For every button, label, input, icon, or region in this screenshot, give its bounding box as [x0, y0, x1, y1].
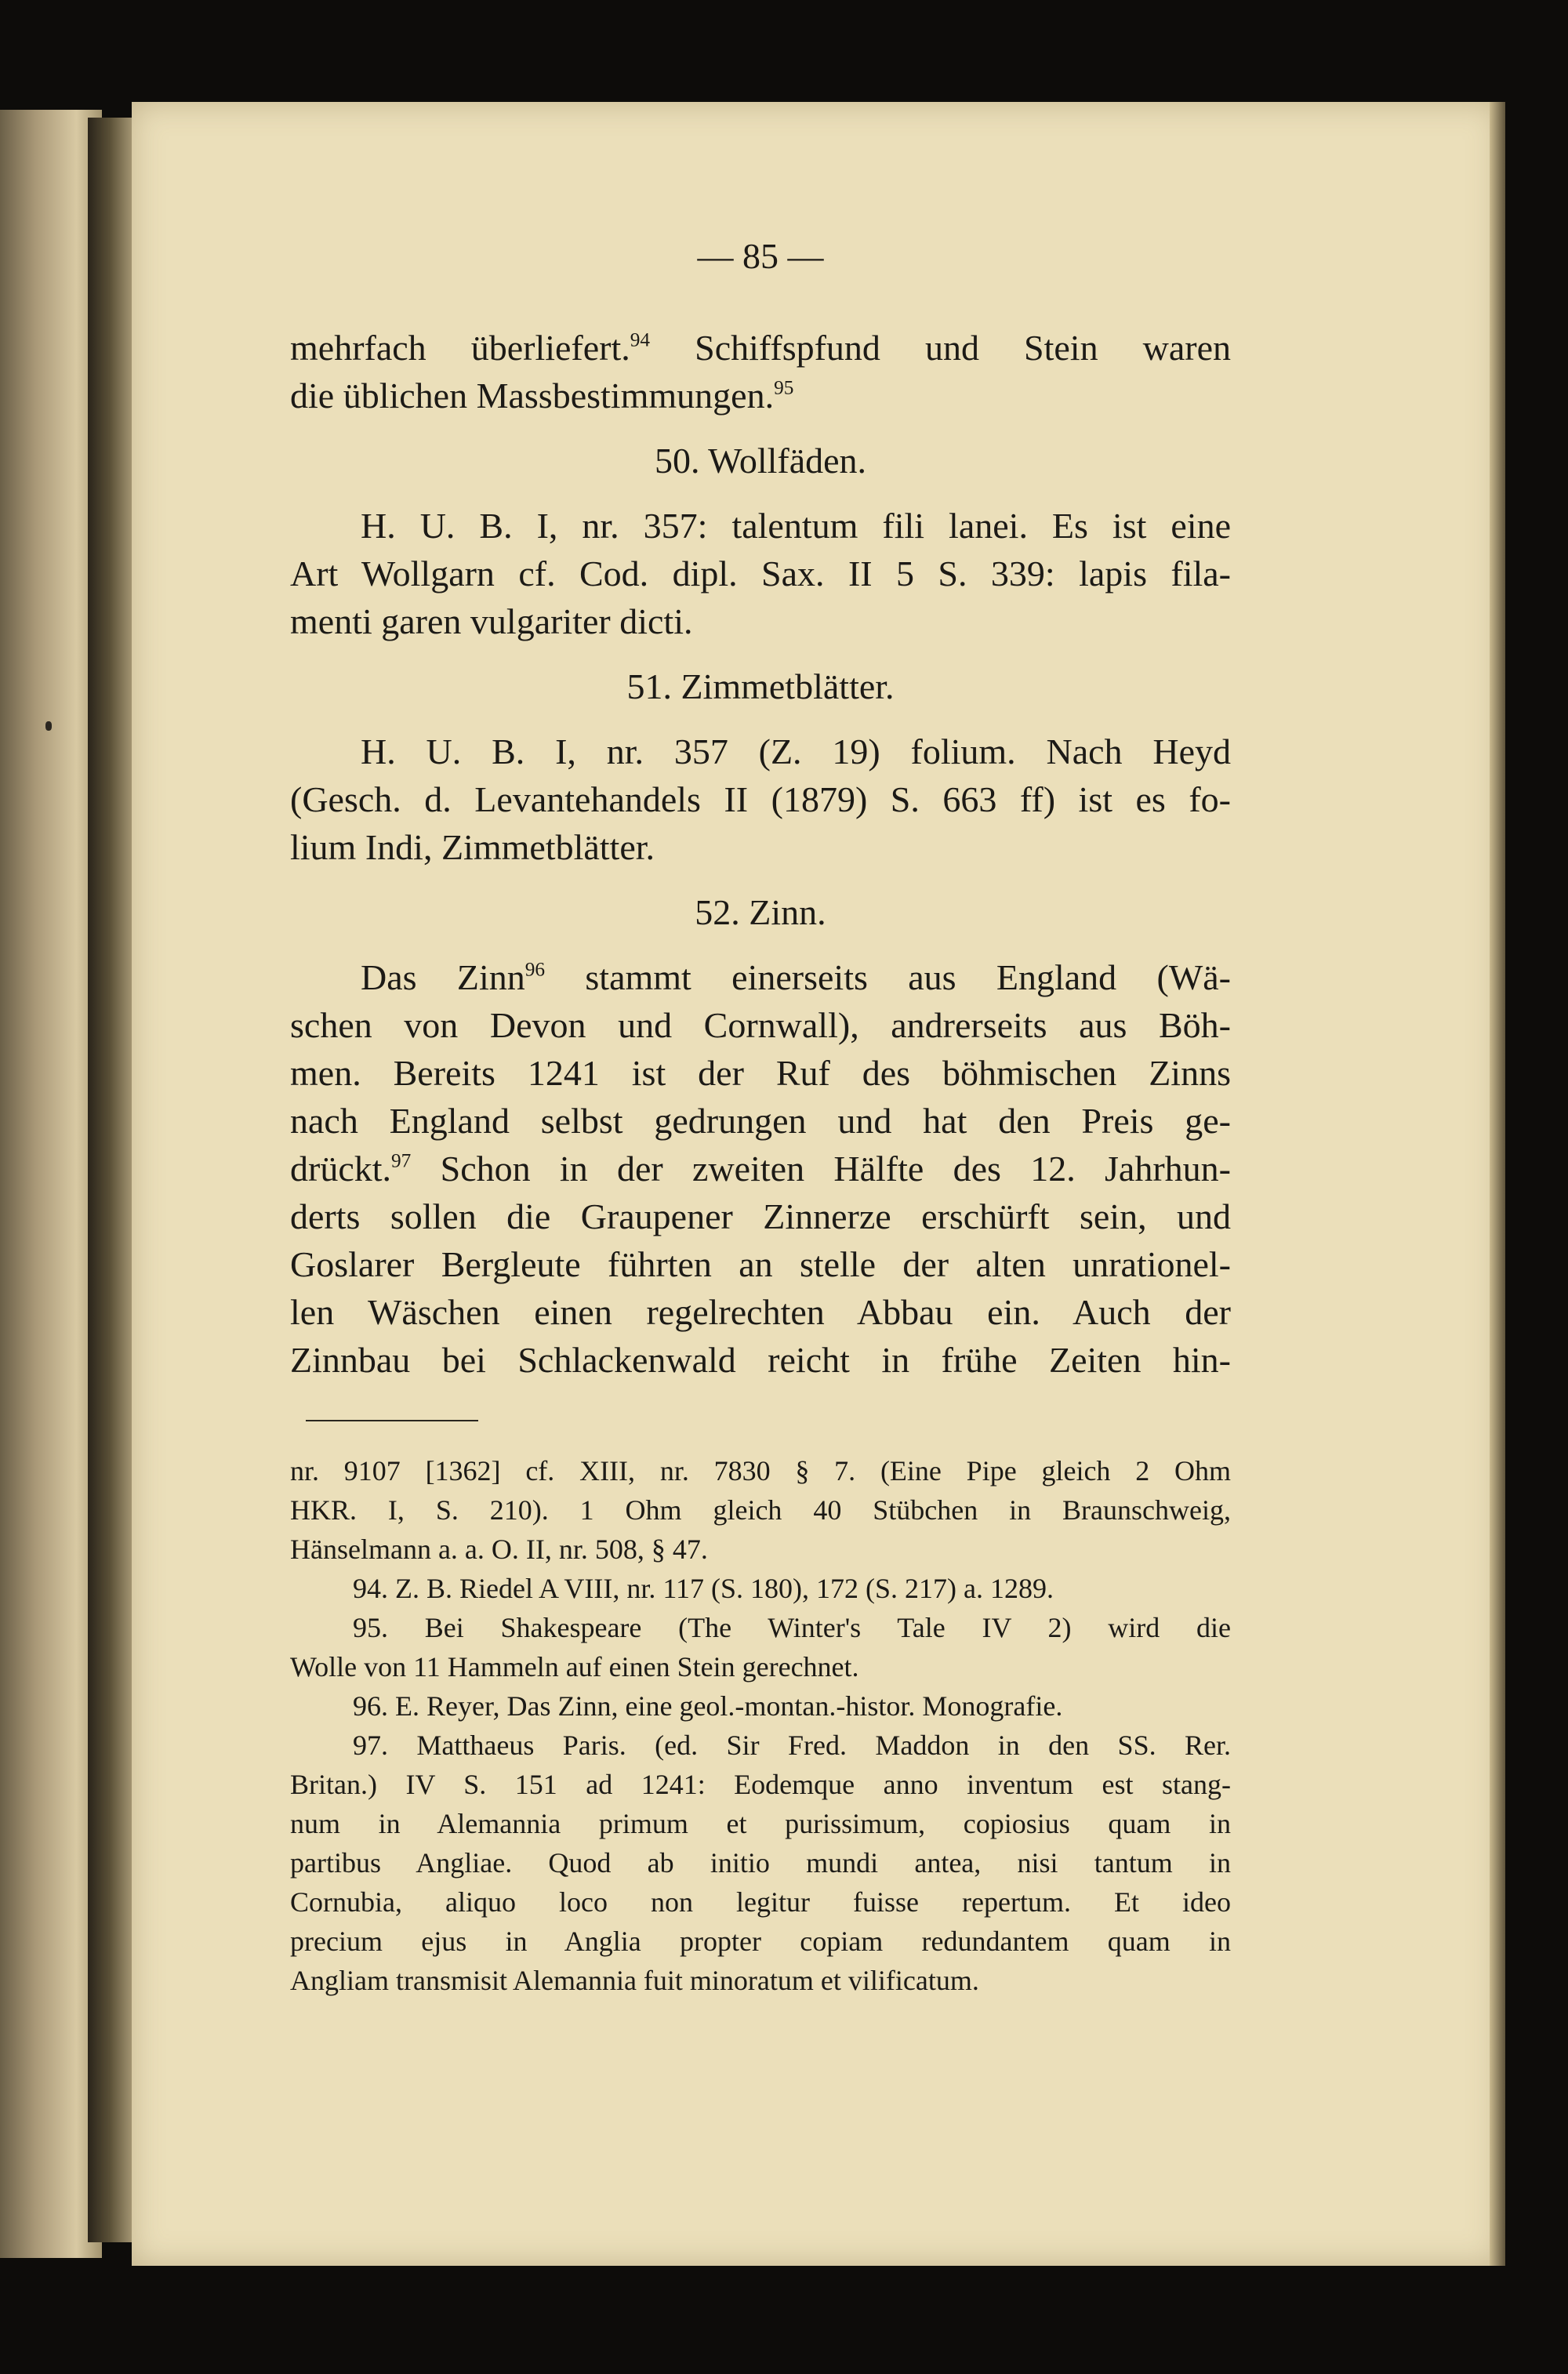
text-line: Das Zinn$^{96}$ stammt einerseits aus England (Wä- — [361, 957, 1231, 997]
text-line: lium Indi, Zimmetblätter. — [290, 827, 655, 867]
footnote-line: num in Alemannia primum et purissimum, copiosius quam in — [290, 1808, 1231, 1839]
text-line: Goslarer Bergleute führten an stelle der alten unrationel- — [290, 1244, 1231, 1284]
page-number: — 85 — — [697, 236, 824, 276]
text-line: Zinnbau bei Schlackenwald reicht in frühe Zeiten hin- — [290, 1340, 1231, 1380]
footnote-line: partibus Angliae. Quod ab initio mundi antea, nisi tantum in — [290, 1847, 1231, 1879]
text-line: (Gesch. d. Levantehandels II (1879) S. 663 ff) ist es fo- — [290, 779, 1231, 819]
text-line: schen von Devon und Cornwall), andrerseits aus Böh- — [290, 1005, 1231, 1045]
footnote-line: HKR. I, S. 210). 1 Ohm gleich 40 Stübchen in Braunschweig, — [290, 1494, 1231, 1526]
footnote-96: 96. E. Reyer, Das Zinn, eine geol.-montan.-histor. Monografie. — [353, 1690, 1063, 1722]
section-heading: 52. Zinn. — [695, 892, 826, 932]
page-content — [290, 235, 1231, 2000]
footnote-line: precium ejus in Anglia propter copiam redundantem quam in — [290, 1926, 1231, 1957]
text-line: derts sollen die Graupener Zinnerze erschürft sein, und — [290, 1196, 1231, 1236]
section-heading: 51. Zimmetblätter. — [626, 666, 895, 706]
text-line: drückt.$^{97}$ Schon in der zweiten Hälfte des 12. Jahrhun- — [290, 1149, 1231, 1189]
footnote-line: nr. 9107 [1362] cf. XIII, nr. 7830 § 7. (Eine Pipe gleich 2 Ohm — [290, 1455, 1231, 1486]
print-speck — [45, 721, 52, 731]
footnote-line: Hänselmann a. a. O. II, nr. 508, § 47. — [290, 1534, 708, 1565]
footnote-ref[interactable]: 97 — [391, 1149, 412, 1172]
section-heading: 50. Wollfäden. — [654, 441, 867, 481]
text-line: menti garen vulgariter dicti. — [290, 601, 693, 641]
text-line: H. U. B. I, nr. 357: talentum fili lanei. Es ist eine — [361, 506, 1231, 546]
text-line: die üblichen Massbestimmungen.$^{95}$ — [290, 376, 794, 416]
footnote-line: Britan.) IV S. 151 ad 1241: Eodemque anno inventum est stang- — [290, 1769, 1231, 1800]
text-line: H. U. B. I, nr. 357 (Z. 19) folium. Nach Heyd — [361, 731, 1231, 771]
footnote-ref[interactable]: 96 — [524, 958, 546, 981]
section-zinn — [290, 888, 1231, 1384]
text-line: men. Bereits 1241 ist der Ruf des böhmischen Zinns — [290, 1053, 1231, 1093]
intro-paragraph — [290, 324, 1231, 419]
page-right-edge — [1490, 102, 1505, 2266]
footnote-95: 95. Bei Shakespeare (The Winter's Tale IV 2) wird die — [353, 1612, 1231, 1643]
text-line: nach England selbst gedrungen und hat den Preis ge- — [290, 1101, 1231, 1141]
left-page-edge — [0, 110, 102, 2258]
footnote-line: Angliam transmisit Alemannia fuit minoratum et vilificatum. — [290, 1965, 979, 1996]
footnote-94: 94. Z. B. Riedel A VIII, nr. 117 (S. 180), 172 (S. 217) a. 1289. — [353, 1573, 1054, 1604]
footnote-97: 97. Matthaeus Paris. (ed. Sir Fred. Maddon in den SS. Rer. — [353, 1730, 1231, 1761]
text-line: len Wäschen einen regelrechten Abbau ein. Auch der — [290, 1292, 1231, 1332]
footnote-line: Wolle von 11 Hammeln auf einen Stein gerechnet. — [290, 1651, 859, 1682]
footnote-line: Cornubia, aliquo loco non legitur fuisse repertum. Et ideo — [290, 1886, 1231, 1918]
section-zimmetblaetter — [290, 662, 1231, 871]
footnotes — [290, 1451, 1231, 2000]
text-line: mehrfach überliefert.$^{94}$ Schiffspfund und Stein waren — [290, 328, 1231, 368]
footnote-separator — [306, 1420, 478, 1421]
text-line: Art Wollgarn cf. Cod. dipl. Sax. II 5 S. 339: lapis fila- — [290, 554, 1231, 594]
section-wollfaeden — [290, 437, 1231, 645]
footnote-ref[interactable]: 95 — [774, 376, 794, 399]
footnote-ref[interactable]: 94 — [630, 329, 651, 351]
